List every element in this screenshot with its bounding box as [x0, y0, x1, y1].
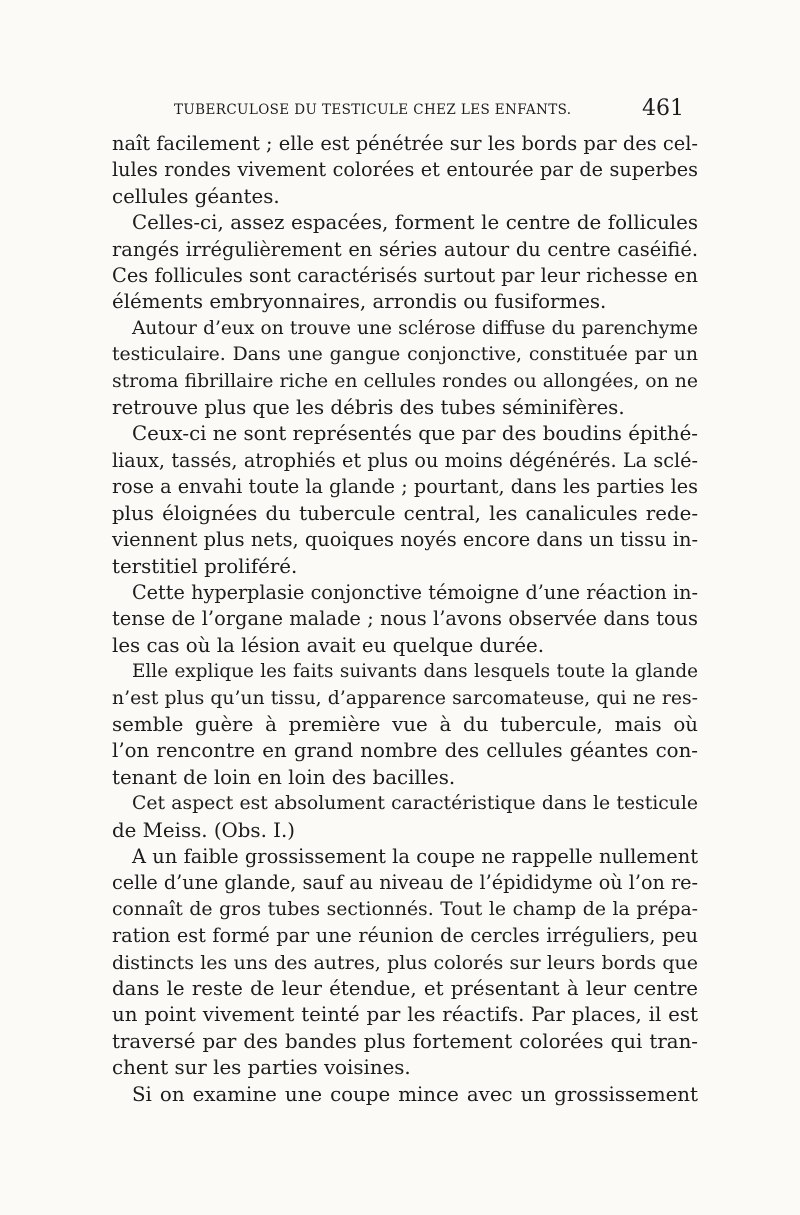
- text-line: les cas où la lésion avait eu quelque durée.: [112, 633, 545, 657]
- text-line: ration est formé par une réunion de cercles irréguliers, peu: [112, 924, 698, 948]
- text-line: semble guère à première vue à du tubercule, mais où: [112, 712, 698, 736]
- text-line: Elle explique les faits suivants dans lesquels toute la glande: [132, 661, 698, 683]
- text-line: cellules géantes.: [112, 184, 280, 208]
- text-line: Ces follicules sont caractérisés surtout par leur richesse en: [112, 264, 698, 288]
- text-line: plus éloignées du tubercule central, les canalicules rede-: [112, 501, 698, 525]
- running-title: TUBERCULOSE DU TESTICULE CHEZ LES ENFANTS.: [174, 102, 572, 118]
- text-line: de Meiss. (Obs. I.): [112, 818, 295, 842]
- text-line: Ceux-ci ne sont représentés que par des boudins épithé-: [132, 422, 698, 446]
- text-line: chent sur les parties voisines.: [112, 1056, 411, 1080]
- text-line: un point vivement teinté par les réactifs. Par places, il est: [112, 1003, 698, 1027]
- text-line: stroma fibrillaire riche en cellules rondes ou allongées, on ne: [112, 370, 698, 392]
- text-line: dans le reste de leur étendue, et présentant à leur centre: [112, 977, 698, 1000]
- text-line: tense de l’organe malade ; nous l’avons observée dans tous: [112, 607, 698, 631]
- text-line: testiculaire. Dans une gangue conjonctive, constituée par un: [112, 344, 698, 366]
- text-line: Cette hyperplasie conjonctive témoigne d’une réaction in-: [132, 580, 698, 604]
- page-header: [112, 96, 694, 126]
- page-number: 461: [642, 96, 684, 121]
- text-line: Celles-ci, assez espacées, forment le centre de follicules: [132, 211, 698, 235]
- text-line: Autour d’eux on trouve une sclérose diffuse du parenchyme: [132, 317, 698, 339]
- text-line: Si on examine une coupe mince avec un grossissement: [132, 1082, 698, 1106]
- text-line: traversé par des bandes plus fortement colorées qui tran-: [112, 1029, 698, 1053]
- text-line: éléments embryonnaires, arrondis ou fusiformes.: [112, 290, 607, 314]
- text-line: l’on rencontre en grand nombre des cellules géantes con-: [112, 739, 698, 763]
- text-line: Cet aspect est absolument caractéristique dans le testicule: [132, 793, 698, 815]
- text-line: viennent plus nets, quoiques noyés encore dans un tissu in-: [112, 528, 698, 552]
- text-line: n’est plus qu’un tissu, d’apparence sarcomateuse, qui ne res-: [112, 687, 698, 709]
- text-line: retrouve plus que les débris des tubes séminifères.: [112, 396, 625, 420]
- text-line: naît facilement ; elle est pénétrée sur les bords par des cel-: [112, 132, 698, 155]
- text-line: rangés irrégulièrement en séries autour du centre caséifié.: [112, 237, 698, 261]
- text-line: liaux, tassés, atrophiés et plus ou moins dégénérés. La sclé-: [112, 448, 698, 472]
- text-line: terstitiel proliféré.: [112, 554, 298, 578]
- text-line: distincts les uns des autres, plus colorés sur leurs bords que: [112, 951, 698, 974]
- text-line: celle d’une glande, sauf au niveau de l’épididyme où l’on re-: [112, 871, 698, 895]
- text-line: A un faible grossissement la coupe ne rappelle nullement: [132, 844, 698, 868]
- body-text: [112, 131, 698, 1108]
- text-line: connaît de gros tubes sectionnés. Tout le champ de la prépa-: [112, 898, 698, 920]
- text-line: rose a envahi toute la glande ; pourtant, dans les parties les: [112, 475, 698, 499]
- text-line: tenant de loin en loin des bacilles.: [112, 765, 456, 789]
- text-line: lules rondes vivement colorées et entourée par de superbes: [112, 158, 698, 182]
